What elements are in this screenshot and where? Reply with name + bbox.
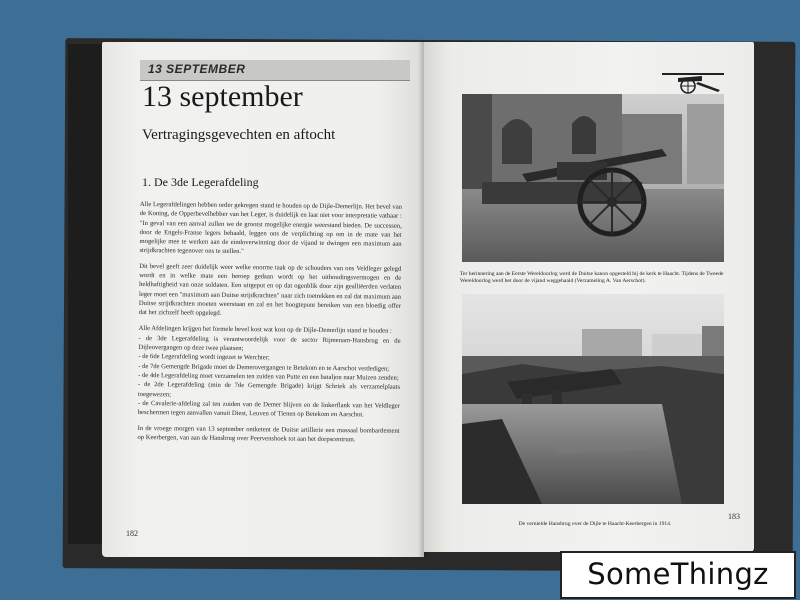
photo-caption: De vernielde Hansbrug over de Dijle te Haacht-Keerbergen in 1914. [518,521,672,527]
photo-cannon [462,94,724,262]
list-item: - de Cavalerie-afdeling zal ten zuiden van de Demer blijven en de linkerflank van het Veldleger beschermen tegen aanvallen vanuit Diest, Leuven of Tienen op Betekom en Aarschot. [137,399,400,419]
body-text [137,200,402,451]
paragraph: Dit bevel geeft zeer duidelijk weer welke enorme taak op de schouders van ons Veldleger gelegd wordt en in welke mate een beroep gedaan wordt op het uithoudingsvermogen en de heldhaftigheid van onze soldaten. Een uitgeput en op dat ogenblik door zijn gealliëerden verlaten leger moet een "maximum aan Duitse strijdkrachten" naar zich toetrekken en zal dat maximum aan Duitse strijdkrachten moeten weerstaan en zal en het hoogtepunt bereiken van een bloedig offer dat het zichzelf heeft opgelegd. [138,262,402,318]
page-number-left: 182 [126,529,138,538]
list-item: - de 4de Legerafdeling moet verzamelen ten zuiden van Putte en een bataljon naar Muizen zenden; [138,372,399,382]
photo-caption: Ter herinnering aan de Eerste Wereldoorlog werd de Duitse kanon opgesteld bij de kerk te Haacht. Tijdens de Tweede Wereldoorlog werd het door de vijand weggehaald (Verzameling A. Van Aerschot). [460,271,724,285]
list-item: - de 3de Legerafdeling is verantwoordelijk voor de sector Rijmenam-Hansbrug en de Dijleovergangen op deze twee plaatsen; [138,334,401,353]
page-number-right: 183 [728,512,740,521]
running-header [140,60,410,81]
watermark-box [560,551,796,599]
running-header-label: 13 SEPTEMBER [148,62,246,76]
cannon-icon [662,70,726,96]
paragraph: In de vroege morgen van 13 september ontketent de Duitse artillerie een massaal bombardement op Keerbergen, van aan de Hansbrug over Peervenshoek tot aan het dorpscentrum. [137,424,400,444]
paragraph: Alle Afdelingen krijgen het formele bevel kost wat kost op de Dijle-Demerlijn stand te houden : [138,324,392,335]
paragraph: Alle Legerafdelingen hebben order gekregen stand te houden op de Dijle-Demerlijn. Het bevel van de Koning, de Opperbevelhebber van het Leger, is duidelijk en laat niet voor interpretatie vatbaar : "In geval van een aanval zullen we de grootst mogelijke energie weerstand bieden. De successen, door de Engels-Franse legers behaald, leggen ons de verplichting op om in de mate van het mogelijke mee te werken aan de eindoverwinning door de vijand te dwingen een maximum aan strijdkrachten tegenover ons te stellen." [139,200,402,256]
chapter-title: 13 september [142,80,303,113]
chapter-subtitle: Vertragingsgevechten en aftocht [142,127,336,143]
watermark-text: SomeThingz [587,557,769,591]
list-item: - de 6de Legerafdeling wordt ingezet te Werchter; [138,353,270,362]
photo-bridge [462,294,724,504]
left-page [102,42,424,557]
section-heading: 1. De 3de Legerafdeling [142,175,259,189]
right-page [424,42,754,552]
list-item: - de 2de Legerafdeling (min de 7de Gemengde Brigade) krijgt Schriek als verzamelplaats toegewezen; [137,381,401,398]
list-item: - de 7de Gemengde Brigade moet de Demerovergangen te Betekom en te Aarschot verdedigen; [138,362,390,373]
